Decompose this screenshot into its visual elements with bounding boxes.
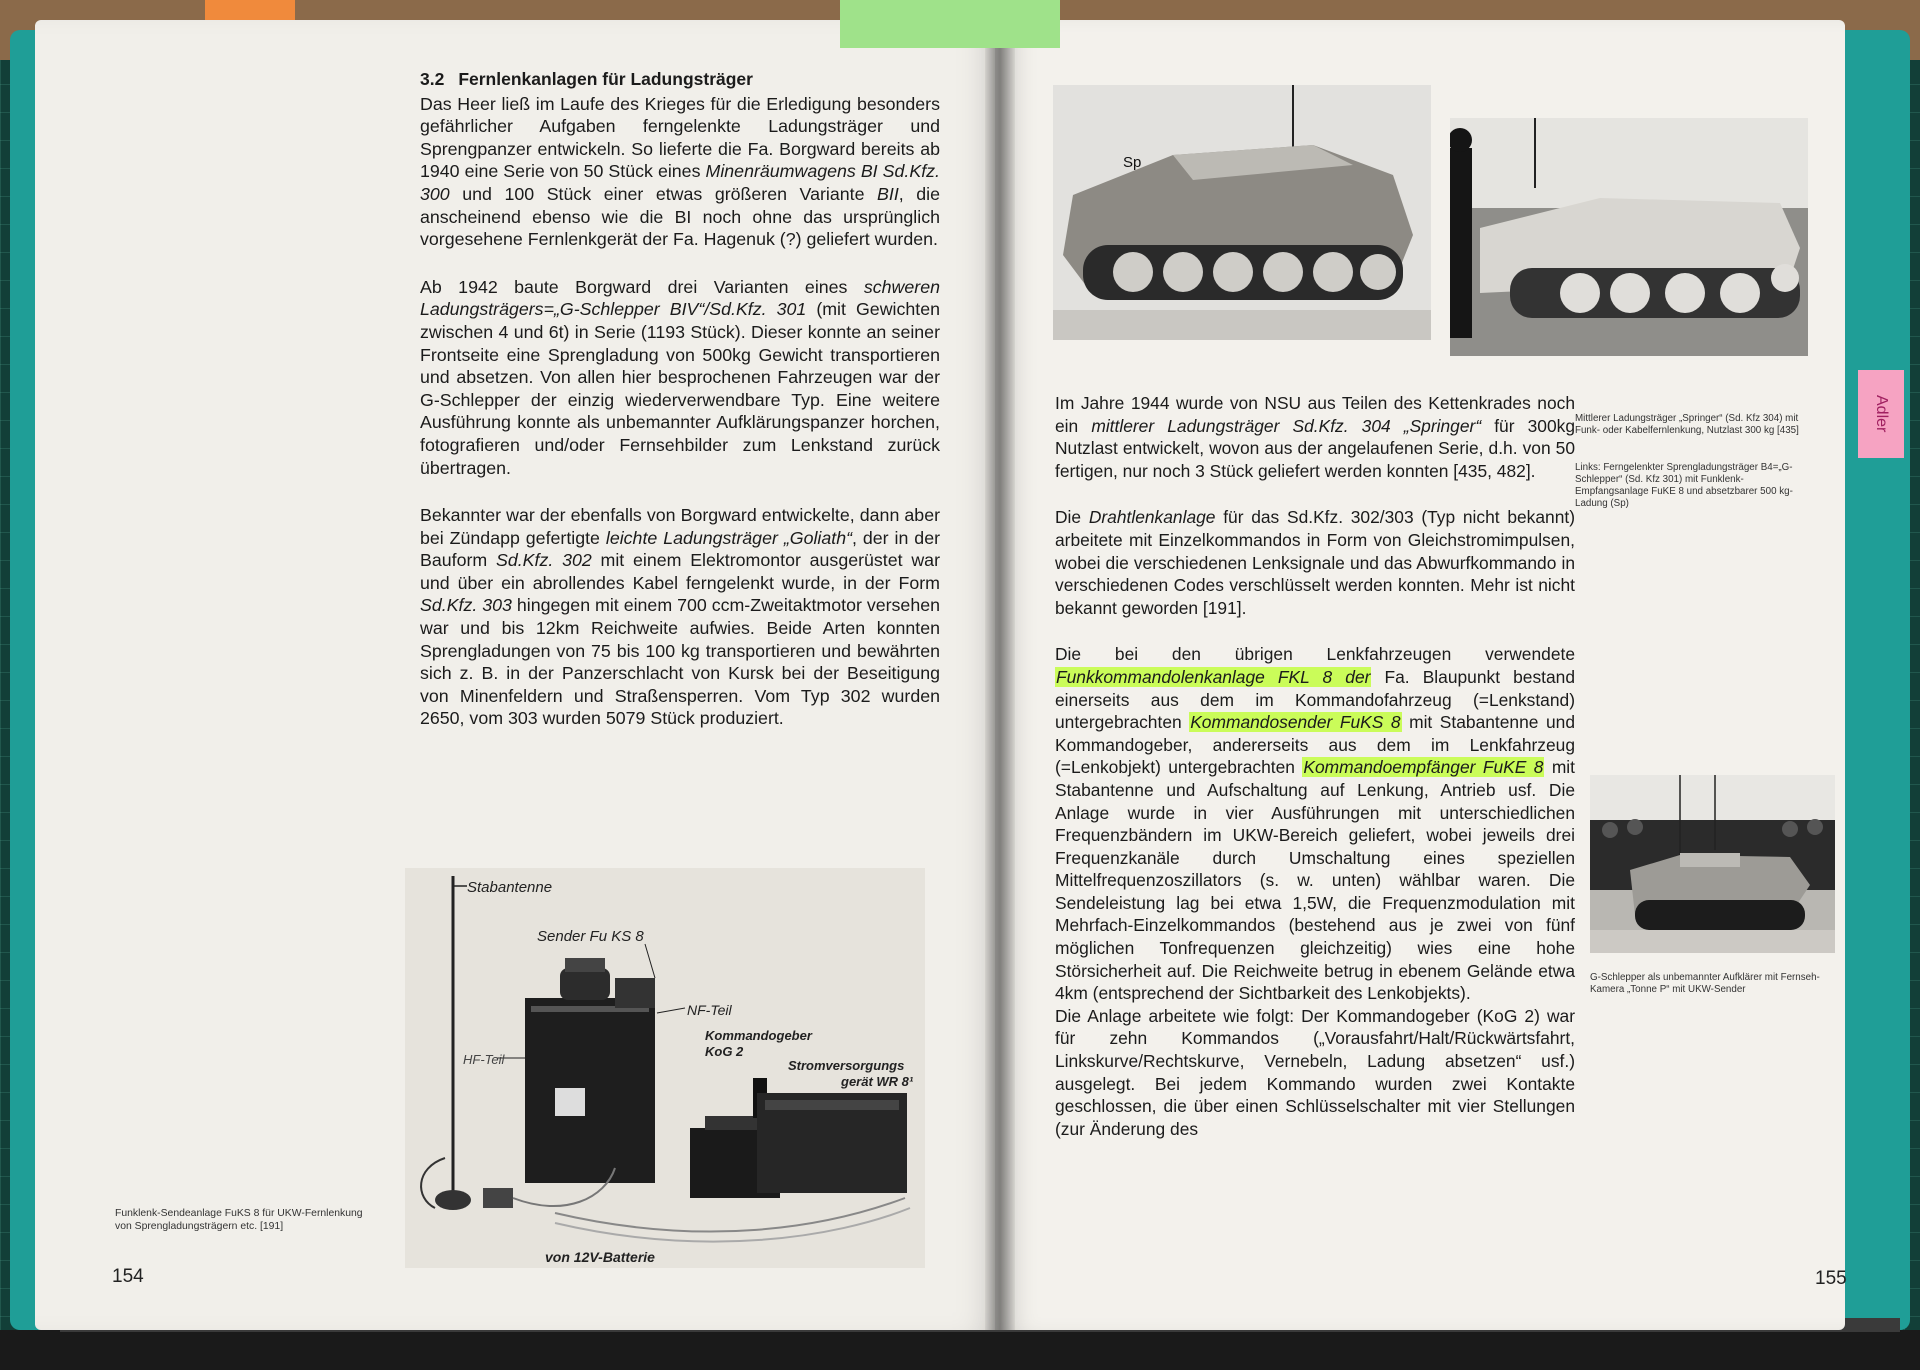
italic-text: schweren Ladungsträgers=„G-Schlepper BIV“/Sd.Kfz. 301 (420, 276, 940, 320)
text-run: Fa. Blaupunkt bestand einerseits aus dem im Kommandofahrzeug (=Lenkstand) untergebrachten (1055, 666, 1575, 733)
page-number-left: 154 (112, 1266, 144, 1287)
page-number-right: 155 (1815, 1268, 1847, 1289)
text-run: Ab 1942 baute Borgward drei Varianten eines (420, 276, 864, 297)
right-page-text (1055, 392, 1575, 1140)
italic-text: Minenräumwagens BI Sd.Kfz. 300 (420, 161, 940, 204)
paragraph (420, 504, 940, 730)
text-run: Bekannter war der ebenfalls von Borgward entwickelte, dann aber bei Zündapp gefertigte (420, 505, 940, 548)
text-run: Die (1055, 507, 1089, 528)
g-schlepper-photo (1450, 118, 1808, 356)
text-run: für das Sd.Kfz. 302/303 (Typ nicht bekannt) arbeitete mit Einzelkommandos in Form von Gleichstromimpulsen, wobei die verschiedenen Lenksignale und das Abwurfkommando in verschiedenen Codes verschlüsselt werden konnten. Mehr ist nicht bekannt geworden [191]. (1055, 507, 1576, 618)
caption-g-schlepper: Links: Ferngelenkter Sprengladungsträger B4=„G-Schlepper“ (Sd. Kfz 301) mit Funklenk-Empfangsanlage FuKE 8 und absetzbarer 500 kg-Ladung (Sp) (1575, 462, 1793, 509)
text-run: mit einem Elektromontor ausgerüstet war und über ein abrollendes Kabel ferngelenkt wurde, in der Form (420, 550, 940, 593)
italic-text: leichte Ladungsträger „Goliath“ (605, 527, 853, 548)
book-gutter (985, 20, 1015, 1330)
text-run: Das Heer ließ im Laufe des Krieges für die Erledigung besonders gefährlicher Aufgaben ferngelenkte Ladungsträger und Sprengpanzer entwickeln. So lieferte die Fa. Borgward bereits ab 1940 eine Serie von 50 Stück eines (420, 93, 940, 182)
label-strom1: Stromversorgungs (788, 1058, 905, 1073)
text-run: für 300kg Nutzlast entwickelt, wovon aus der angelaufenen Serie, d.h. von 50 fertigen, nur noch 3 Stück geliefert werden konnten [435, 482]. (1055, 415, 1575, 481)
italic-text: mittlerer Ladungsträger Sd.Kfz. 304 „Springer“ (1091, 415, 1482, 436)
italic-text: Sd.Kfz. 303 (420, 595, 512, 616)
caption-springer: Mittlerer Ladungsträger „Springer“ (Sd. Kfz 304) mit Funk- oder Kabelfernlenkung, Nutzlast 300 kg [435] (1575, 413, 1799, 436)
text-run: , der in der Bauform (420, 527, 941, 571)
text-run: Die Anlage arbeitete wie folgt: Der Kommandogeber (KoG 2) war für zehn Kommandos („Vorausfahrt/Halt/Rückwärtsfahrt, Linkskurve/Rechtskurve, Vernebeln, Ladung absetzen“ usf.) ausgelegt. Bei jedem Kommando wurden zwei Kontakte geschlossen, die über einen Schlüsselschalter mit vier Stellungen (zur Änderung des (1055, 1005, 1575, 1139)
caption-reconnaissance: G-Schlepper als unbemannter Aufklärer mit Fernseh-Kamera „Tonne P“ mit UKW-Sender (1590, 972, 1820, 995)
text-run: , die anscheinend ebenso wie die BI noch ohne das ursprünglich vorgesehene Fernlenkgerät der Fa. Hagenuk (?) geliefert wurden. (420, 183, 941, 250)
label-kog2: KoG 2 (705, 1044, 744, 1059)
text-run: mit Stabantenne und Kommandogeber, andererseits aus dem im Lenkfahrzeug (=Lenkobjekt) untergebrachten (1055, 712, 1575, 778)
section-title: Fernlenkanlagen für Ladungsträger (458, 69, 753, 89)
label-sender: Sender Fu KS 8 (537, 928, 644, 945)
paragraph (1055, 506, 1575, 619)
italic-text: BII (877, 183, 899, 204)
highlighted-text: Kommandosender FuKS 8 (1190, 712, 1401, 733)
label-stabantenne: Stabantenne (467, 879, 553, 896)
highlighted-text: Kommandoempfänger FuKE 8 (1303, 757, 1544, 778)
label-sp: Sp (1123, 154, 1142, 171)
italic-text: Drahtlenkanlage (1088, 507, 1216, 528)
text-run: und 100 Stück einer etwas größeren Variante (449, 183, 878, 204)
green-bookmark-tab (840, 0, 1060, 48)
italic-text: Sd.Kfz. 302 (495, 550, 592, 571)
springer-vehicle-photo (1053, 85, 1431, 340)
text-run: Die bei den übrigen Lenkfahrzeugen verwendete (1055, 644, 1575, 665)
label-kommandogeber: Kommandogeber (705, 1028, 812, 1043)
left-page-text (420, 68, 940, 755)
paragraph (420, 276, 940, 479)
section-heading (420, 68, 940, 91)
label-batterie: von 12V-Batterie (545, 1249, 655, 1265)
highlighted-text: Funkkommandolenkanlage FKL 8 der (1056, 666, 1371, 687)
table-edge-bottom (0, 1330, 1920, 1370)
paragraph (1055, 643, 1575, 1005)
reconnaissance-vehicle-photo (1590, 775, 1835, 953)
label-nf-teil: NF-Teil (687, 1002, 732, 1018)
text-run: Im Jahre 1944 wurde von NSU aus Teilen des Kettenkrades noch ein (1055, 393, 1575, 436)
transmitter-illustration (405, 868, 925, 1268)
label-strom2: gerät WR 8¹ (841, 1074, 914, 1089)
paragraph (1055, 392, 1575, 482)
text-run: mit Stabantenne und Aufschaltung auf Lenkung, Antrieb usf. Die Anlage wurde in vier Ausführungen mit unterschiedlichen Frequenzbändern im UKW-Bereich geliefert, wobei jeweils drei Frequenzkanäle durch Umschaltung eines speziellen Mittelfrequenzoszillators (s. w. unten) wählbar waren. Die Sendeleistung lag bei etwa 1,5W, die Frequenzmodulation mit Mehrfach-Einzelkommandos (bestehend aus je zwei von fünf möglichen Tonfrequenzen gleichzeitig) wies eine hohe Störsicherheit auf. Die Reichweite betrug in ebenem Gelände etwa 4km (entsprechend der Sichtbarkeit des Lenkobjekts). (1055, 757, 1575, 1004)
pink-sticky-note: Adler (1858, 370, 1904, 458)
text-run: (mit Gewichten zwischen 4 und 6t) in Serie (1193 Stück). Dieser konnte an seiner Frontseite eine Sprengladung von 500kg Gewicht transportieren und absetzen. Von allen hier besprochenen Fahrzeugen war der G-Schlepper der einzig wiederverwendbare Typ. Eine weitere Ausführung konnte als unbemannter Aufklärungspanzer horchen, fotografieren und/oder Fernsehbilder zum Lenkstand zurück übertragen. (420, 299, 940, 478)
text-run: hingegen mit einem 700 ccm-Zweitaktmotor versehen war und bis 12km Reichweite aufwies. Beide Arten konnten Sprengladungen von 75 bis 100 kg transportieren und bewährten sich z. B. in der Panzerschlacht von Kursk bei der Beseitigung von Minenfeldern und Straßensperren. Vom Typ 302 wurden 2650, vom 303 wurden 5079 Stück produziert. (420, 595, 940, 729)
label-hf-teil: HF-Teil (463, 1052, 505, 1067)
paragraph (1055, 1005, 1575, 1141)
section-number: 3.2 (420, 69, 445, 89)
paragraph (420, 93, 940, 251)
figure-caption-transmitter: Funklenk-Sendeanlage FuKS 8 für UKW-Fernlenkung von Sprengladungsträgern etc. [191] (115, 1208, 363, 1232)
